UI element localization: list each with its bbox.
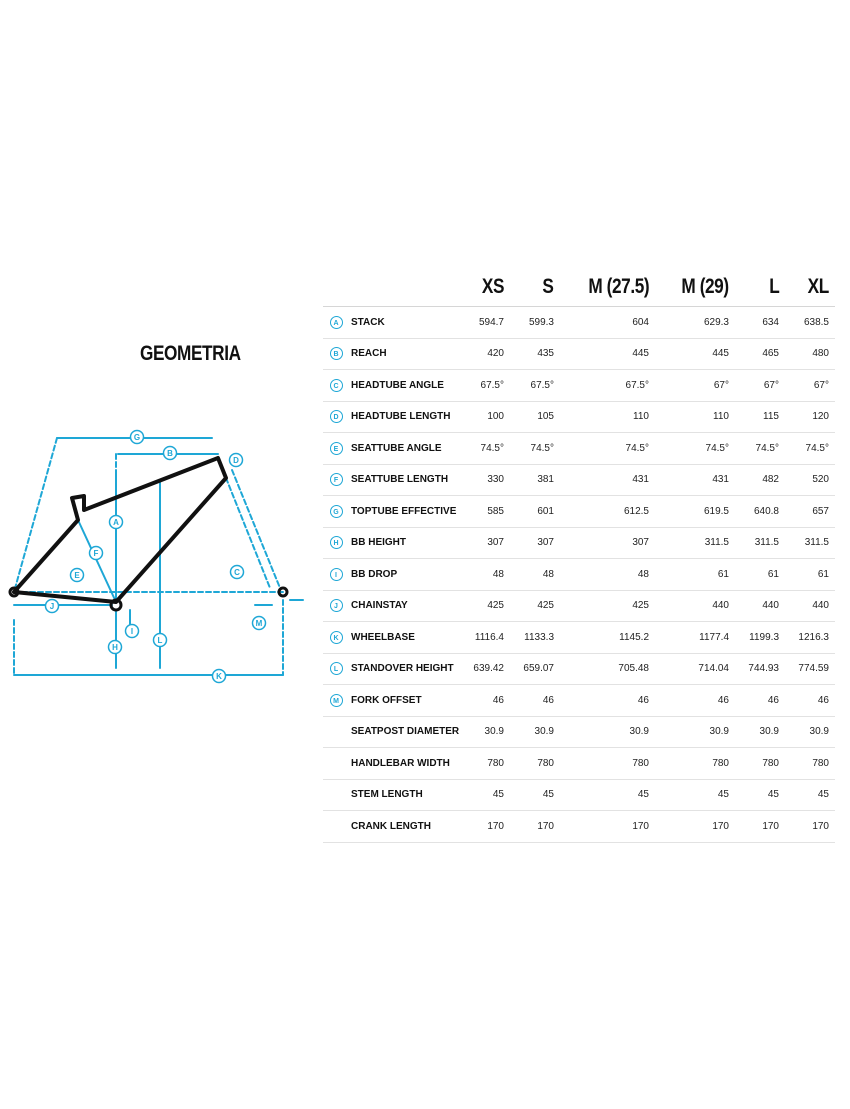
- value-cell: 30.9: [735, 716, 785, 748]
- row-badge-cell: [323, 559, 349, 591]
- row-badge: J: [330, 599, 343, 612]
- table-row: [323, 685, 835, 717]
- value-cell: 30.9: [560, 716, 655, 748]
- value-cell: 74.5°: [735, 433, 785, 465]
- table-row: [323, 590, 835, 622]
- diagram-marker: [230, 454, 243, 467]
- value-cell: 780: [560, 748, 655, 780]
- value-cell: 435: [510, 338, 560, 370]
- value-cell: 1199.3: [735, 622, 785, 654]
- value-cell: 599.3: [510, 307, 560, 339]
- marker-letter: L: [157, 635, 163, 645]
- row-badge-cell: [323, 685, 349, 717]
- value-cell: 425: [510, 590, 560, 622]
- value-cell: 420: [473, 338, 510, 370]
- row-label: HANDLEBAR WIDTH: [349, 748, 473, 780]
- table-row: [323, 527, 835, 559]
- row-label: REACH: [349, 338, 473, 370]
- size-label: XS: [481, 275, 504, 298]
- row-badge-cell: [323, 653, 349, 685]
- size-label: XL: [807, 275, 829, 298]
- value-cell: 1133.3: [510, 622, 560, 654]
- value-cell: 639.42: [473, 653, 510, 685]
- size-header-row: [323, 268, 835, 307]
- value-cell: 30.9: [473, 716, 510, 748]
- row-badge-cell: [323, 338, 349, 370]
- row-label: BB HEIGHT: [349, 527, 473, 559]
- row-badge-cell: [323, 307, 349, 339]
- value-cell: 425: [473, 590, 510, 622]
- value-cell: 780: [473, 748, 510, 780]
- marker-letter: B: [167, 448, 173, 458]
- value-cell: 74.5°: [655, 433, 735, 465]
- table-row: [323, 464, 835, 496]
- size-label: S: [542, 275, 554, 298]
- row-badge-cell: [323, 622, 349, 654]
- diagram-marker: [231, 566, 244, 579]
- diagram-marker: [109, 641, 122, 654]
- value-cell: 67.5°: [510, 370, 560, 402]
- value-cell: 48: [510, 559, 560, 591]
- value-cell: 657: [785, 496, 835, 528]
- value-cell: 61: [785, 559, 835, 591]
- value-cell: 105: [510, 401, 560, 433]
- row-badge-cell: [323, 496, 349, 528]
- value-cell: 74.5°: [473, 433, 510, 465]
- diagram-marker: [131, 431, 144, 444]
- row-badge: D: [330, 410, 343, 423]
- diagram-marker: [253, 617, 266, 630]
- value-cell: 629.3: [655, 307, 735, 339]
- row-badge-cell: [323, 370, 349, 402]
- size-header: [655, 268, 735, 307]
- row-badge: A: [330, 316, 343, 329]
- row-badge-cell: [323, 590, 349, 622]
- row-label: HEADTUBE LENGTH: [349, 401, 473, 433]
- value-cell: 74.5°: [510, 433, 560, 465]
- value-cell: 445: [560, 338, 655, 370]
- value-cell: 601: [510, 496, 560, 528]
- value-cell: 30.9: [785, 716, 835, 748]
- value-cell: 110: [560, 401, 655, 433]
- row-badge-cell: [323, 401, 349, 433]
- value-cell: 30.9: [510, 716, 560, 748]
- table-row: [323, 307, 835, 339]
- value-cell: 659.07: [510, 653, 560, 685]
- value-cell: 170: [785, 811, 835, 843]
- value-cell: 465: [735, 338, 785, 370]
- table-row: [323, 716, 835, 748]
- value-cell: 307: [473, 527, 510, 559]
- size-header: [473, 268, 510, 307]
- size-label: L: [768, 275, 779, 298]
- value-cell: 46: [473, 685, 510, 717]
- value-cell: 604: [560, 307, 655, 339]
- value-cell: 67.5°: [473, 370, 510, 402]
- value-cell: 330: [473, 464, 510, 496]
- value-cell: 45: [785, 779, 835, 811]
- value-cell: 445: [655, 338, 735, 370]
- value-cell: 1145.2: [560, 622, 655, 654]
- size-header: [785, 268, 835, 307]
- row-badge: B: [330, 347, 343, 360]
- diagram-marker: [71, 569, 84, 582]
- frame-diagram-svg: [0, 420, 320, 690]
- row-label: STACK: [349, 307, 473, 339]
- value-cell: 744.93: [735, 653, 785, 685]
- value-cell: 45: [735, 779, 785, 811]
- value-cell: 110: [655, 401, 735, 433]
- row-badge: K: [330, 631, 343, 644]
- row-label: SEATTUBE LENGTH: [349, 464, 473, 496]
- marker-letter: I: [130, 626, 134, 636]
- diagram-marker: [213, 670, 226, 683]
- value-cell: 46: [510, 685, 560, 717]
- value-cell: 100: [473, 401, 510, 433]
- value-cell: 46: [735, 685, 785, 717]
- value-cell: 45: [560, 779, 655, 811]
- value-cell: 67°: [785, 370, 835, 402]
- value-cell: 774.59: [785, 653, 835, 685]
- value-cell: 170: [655, 811, 735, 843]
- value-cell: 46: [655, 685, 735, 717]
- value-cell: 425: [560, 590, 655, 622]
- value-cell: 170: [473, 811, 510, 843]
- table-row: [323, 370, 835, 402]
- marker-letter: G: [133, 432, 141, 442]
- value-cell: 74.5°: [560, 433, 655, 465]
- diagram-marker: [126, 625, 139, 638]
- table-row: [323, 779, 835, 811]
- marker-letter: E: [74, 570, 80, 580]
- value-cell: 45: [655, 779, 735, 811]
- value-cell: 705.48: [560, 653, 655, 685]
- value-cell: 30.9: [655, 716, 735, 748]
- table-row: [323, 811, 835, 843]
- value-cell: 61: [735, 559, 785, 591]
- row-badge: G: [330, 505, 343, 518]
- value-cell: 46: [785, 685, 835, 717]
- diagram-marker: [110, 516, 123, 529]
- marker-letter: C: [234, 567, 240, 577]
- row-badge-cell: [323, 464, 349, 496]
- diagram-marker: [164, 447, 177, 460]
- value-cell: 67°: [735, 370, 785, 402]
- value-cell: 585: [473, 496, 510, 528]
- row-label: FORK OFFSET: [349, 685, 473, 717]
- value-cell: 67.5°: [560, 370, 655, 402]
- value-cell: 780: [735, 748, 785, 780]
- value-cell: 440: [655, 590, 735, 622]
- value-cell: 307: [510, 527, 560, 559]
- geometry-table: [323, 268, 835, 843]
- value-cell: 780: [510, 748, 560, 780]
- value-cell: 120: [785, 401, 835, 433]
- row-label: SEATPOST DIAMETER: [349, 716, 473, 748]
- row-badge-cell: [323, 527, 349, 559]
- value-cell: 431: [560, 464, 655, 496]
- value-cell: 67°: [655, 370, 735, 402]
- marker-letter: J: [49, 601, 55, 611]
- value-cell: 594.7: [473, 307, 510, 339]
- row-badge-cell: [323, 779, 349, 811]
- row-label: CRANK LENGTH: [349, 811, 473, 843]
- row-label: HEADTUBE ANGLE: [349, 370, 473, 402]
- value-cell: 170: [560, 811, 655, 843]
- value-cell: 45: [510, 779, 560, 811]
- row-badge-cell: [323, 716, 349, 748]
- row-label: STANDOVER HEIGHT: [349, 653, 473, 685]
- value-cell: 780: [785, 748, 835, 780]
- value-cell: 1216.3: [785, 622, 835, 654]
- row-badge: C: [330, 379, 343, 392]
- diagram-marker: [154, 634, 167, 647]
- marker-letter: D: [233, 455, 239, 465]
- geometry-table-body: [323, 307, 835, 843]
- size-header: [510, 268, 560, 307]
- marker-letter: K: [216, 671, 222, 681]
- value-cell: 640.8: [735, 496, 785, 528]
- bottom-bracket-icon: [111, 600, 121, 610]
- value-cell: 520: [785, 464, 835, 496]
- marker-letter: H: [112, 642, 118, 652]
- table-row: [323, 433, 835, 465]
- value-cell: 381: [510, 464, 560, 496]
- marker-letter: F: [93, 548, 99, 558]
- table-row: [323, 559, 835, 591]
- table-row: [323, 401, 835, 433]
- page-title: GEOMETRIA: [140, 342, 241, 365]
- row-badge-cell: [323, 433, 349, 465]
- value-cell: 1116.4: [473, 622, 510, 654]
- value-cell: 480: [785, 338, 835, 370]
- seattube-dimension-line: [78, 520, 116, 602]
- value-cell: 634: [735, 307, 785, 339]
- value-cell: 431: [655, 464, 735, 496]
- value-cell: 311.5: [655, 527, 735, 559]
- row-badge: F: [330, 473, 343, 486]
- value-cell: 46: [560, 685, 655, 717]
- size-header: [560, 268, 655, 307]
- size-label: M (29): [681, 275, 729, 298]
- value-cell: 1177.4: [655, 622, 735, 654]
- row-badge-cell: [323, 748, 349, 780]
- table-row: [323, 338, 835, 370]
- row-badge: L: [330, 662, 343, 675]
- table-row: [323, 622, 835, 654]
- value-cell: 74.5°: [785, 433, 835, 465]
- value-cell: 714.04: [655, 653, 735, 685]
- value-cell: 612.5: [560, 496, 655, 528]
- size-header: [735, 268, 785, 307]
- row-badge: I: [330, 568, 343, 581]
- value-cell: 45: [473, 779, 510, 811]
- row-label: STEM LENGTH: [349, 779, 473, 811]
- table-row: [323, 748, 835, 780]
- value-cell: 115: [735, 401, 785, 433]
- value-cell: 440: [785, 590, 835, 622]
- value-cell: 170: [735, 811, 785, 843]
- value-cell: 311.5: [785, 527, 835, 559]
- row-badge-cell: [323, 811, 349, 843]
- value-cell: 170: [510, 811, 560, 843]
- row-badge: M: [330, 694, 343, 707]
- size-label: M (27.5): [588, 275, 649, 298]
- row-badge: H: [330, 536, 343, 549]
- value-cell: 307: [560, 527, 655, 559]
- value-cell: 440: [735, 590, 785, 622]
- geometry-diagram: [0, 420, 320, 690]
- marker-letter: M: [255, 618, 263, 628]
- table-row: [323, 496, 835, 528]
- value-cell: 482: [735, 464, 785, 496]
- diagram-marker: [46, 600, 59, 613]
- row-label: BB DROP: [349, 559, 473, 591]
- value-cell: 619.5: [655, 496, 735, 528]
- row-badge: E: [330, 442, 343, 455]
- value-cell: 48: [560, 559, 655, 591]
- value-cell: 61: [655, 559, 735, 591]
- table-row: [323, 653, 835, 685]
- value-cell: 780: [655, 748, 735, 780]
- row-label: TOPTUBE EFFECTIVE: [349, 496, 473, 528]
- row-label: CHAINSTAY: [349, 590, 473, 622]
- value-cell: 638.5: [785, 307, 835, 339]
- marker-letter: A: [113, 517, 119, 527]
- diagram-marker: [90, 547, 103, 560]
- row-label: WHEELBASE: [349, 622, 473, 654]
- value-cell: 311.5: [735, 527, 785, 559]
- value-cell: 48: [473, 559, 510, 591]
- row-label: SEATTUBE ANGLE: [349, 433, 473, 465]
